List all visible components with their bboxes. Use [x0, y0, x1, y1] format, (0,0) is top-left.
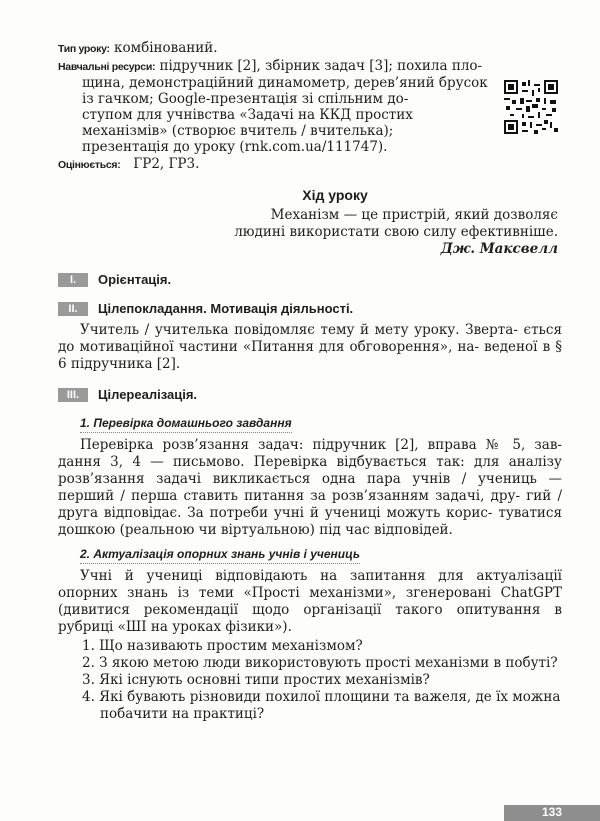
section-title: Цілереалізація.	[98, 387, 198, 402]
resources-line-2: із гачком; Google-презентація зі спільним до-	[82, 91, 409, 107]
motivation-paragraph	[58, 322, 562, 373]
lesson-type-value: комбінований.	[114, 40, 218, 56]
epigraph	[58, 207, 562, 258]
lesson-type-row	[58, 40, 562, 57]
subsection-actualization-title: 2. Актуалізація опорних знань учнів і учениць	[80, 547, 360, 564]
section-number-badge: III.	[58, 388, 88, 402]
text-line: опорних знань із теми «Прості механізми», згенеровані ChatGPT	[58, 585, 562, 601]
resources-line-5: презентація до уроку (rnk.com.ua/111747).	[82, 139, 388, 155]
page-number: 133	[504, 805, 600, 821]
list-item: 1. Що називають простим механізмом?	[82, 638, 363, 654]
list-item: 4. Які бувають різновиди похилої площини та важеля, де їх можна побачити на практиці?	[82, 689, 561, 722]
epigraph-line-0: Механізм — це пристрій, який дозволяє	[270, 207, 558, 223]
text-line: розв’язання задачі викликається одна пара учнів / учениць —	[58, 471, 562, 487]
lesson-type-label: Тип уроку:	[58, 43, 110, 55]
resources-label: Навчальні ресурси:	[58, 61, 156, 73]
assessment-value: ГР2, ГР3.	[133, 156, 200, 172]
text-line: дання 3, 4 — письмово. Перевірка відбувається так: для аналізу	[58, 454, 562, 470]
resources-line-3: ступом для учнівства «Задачі на ККД простих	[82, 107, 413, 123]
section-number-badge: II.	[58, 302, 88, 316]
resources-line-0	[58, 58, 562, 75]
section-title: Цілепокладання. Мотивація діяльності.	[98, 301, 354, 316]
text-line: перший / перша ставить питання за розв’язанням задачі, дру-	[58, 488, 521, 504]
homework-paragraph	[58, 437, 562, 539]
text-line: в рубриці «ШІ на уроках фізики»).	[58, 602, 562, 635]
section-motivation	[58, 301, 562, 316]
epigraph-line-1: людині використати свою силу ефективніше.	[234, 224, 558, 240]
text-line: Учитель / учителька повідомляє тему й мету уроку. Зверта-	[80, 322, 518, 338]
resources-line-1: щина, демонстраційний динамометр, дерев’яний брусок	[82, 75, 488, 91]
text-line: туватися дошкою (реальною чи віртуальною) під час відповідей.	[58, 505, 562, 538]
resources-line-4: механізмів» (створює вчитель / вчителька);	[82, 123, 394, 139]
assessment-label: Оцінюється:	[58, 159, 121, 171]
section-orientation	[58, 272, 562, 287]
section-title: Орієнтація.	[98, 272, 172, 287]
resources-block	[58, 58, 562, 155]
text-line: Перевірка розв’язання задач: підручник [2], вправа № 5, зав-	[80, 437, 562, 453]
list-item: 3. Які існують основні типи простих механізмів?	[82, 672, 430, 688]
text-line: гий / друга відповідає. За потреби учні й учениці можуть корис-	[58, 488, 562, 521]
subsection-homework-title: 1. Перевірка домашнього завдання	[80, 416, 292, 433]
questions-list	[58, 638, 562, 723]
qr-code-icon[interactable]	[504, 80, 558, 134]
epigraph-author: Дж. Максвелл	[440, 241, 558, 257]
text-line: Учні й учениці відповідають на запитання для актуалізації	[80, 568, 562, 584]
lesson-title: Хід уроку	[302, 187, 368, 203]
text-line: (дивитися рекомендації щодо організації такого опитування	[58, 602, 541, 618]
document-page	[58, 40, 562, 723]
resources-text: підручник [2], збірник задач [3]; похила пло-	[159, 58, 483, 74]
text-line: веденої в § 6 підручника [2].	[58, 339, 562, 372]
text-line: ється до мотиваційної частини «Питання для обговорення», на-	[58, 322, 562, 355]
actualization-paragraph	[58, 568, 562, 636]
assessment-row	[58, 156, 562, 173]
list-item: 2. З якою метою люди використовують прості механізми в побуті?	[82, 655, 558, 671]
section-realization	[58, 387, 562, 402]
section-number-badge: I.	[58, 273, 88, 287]
